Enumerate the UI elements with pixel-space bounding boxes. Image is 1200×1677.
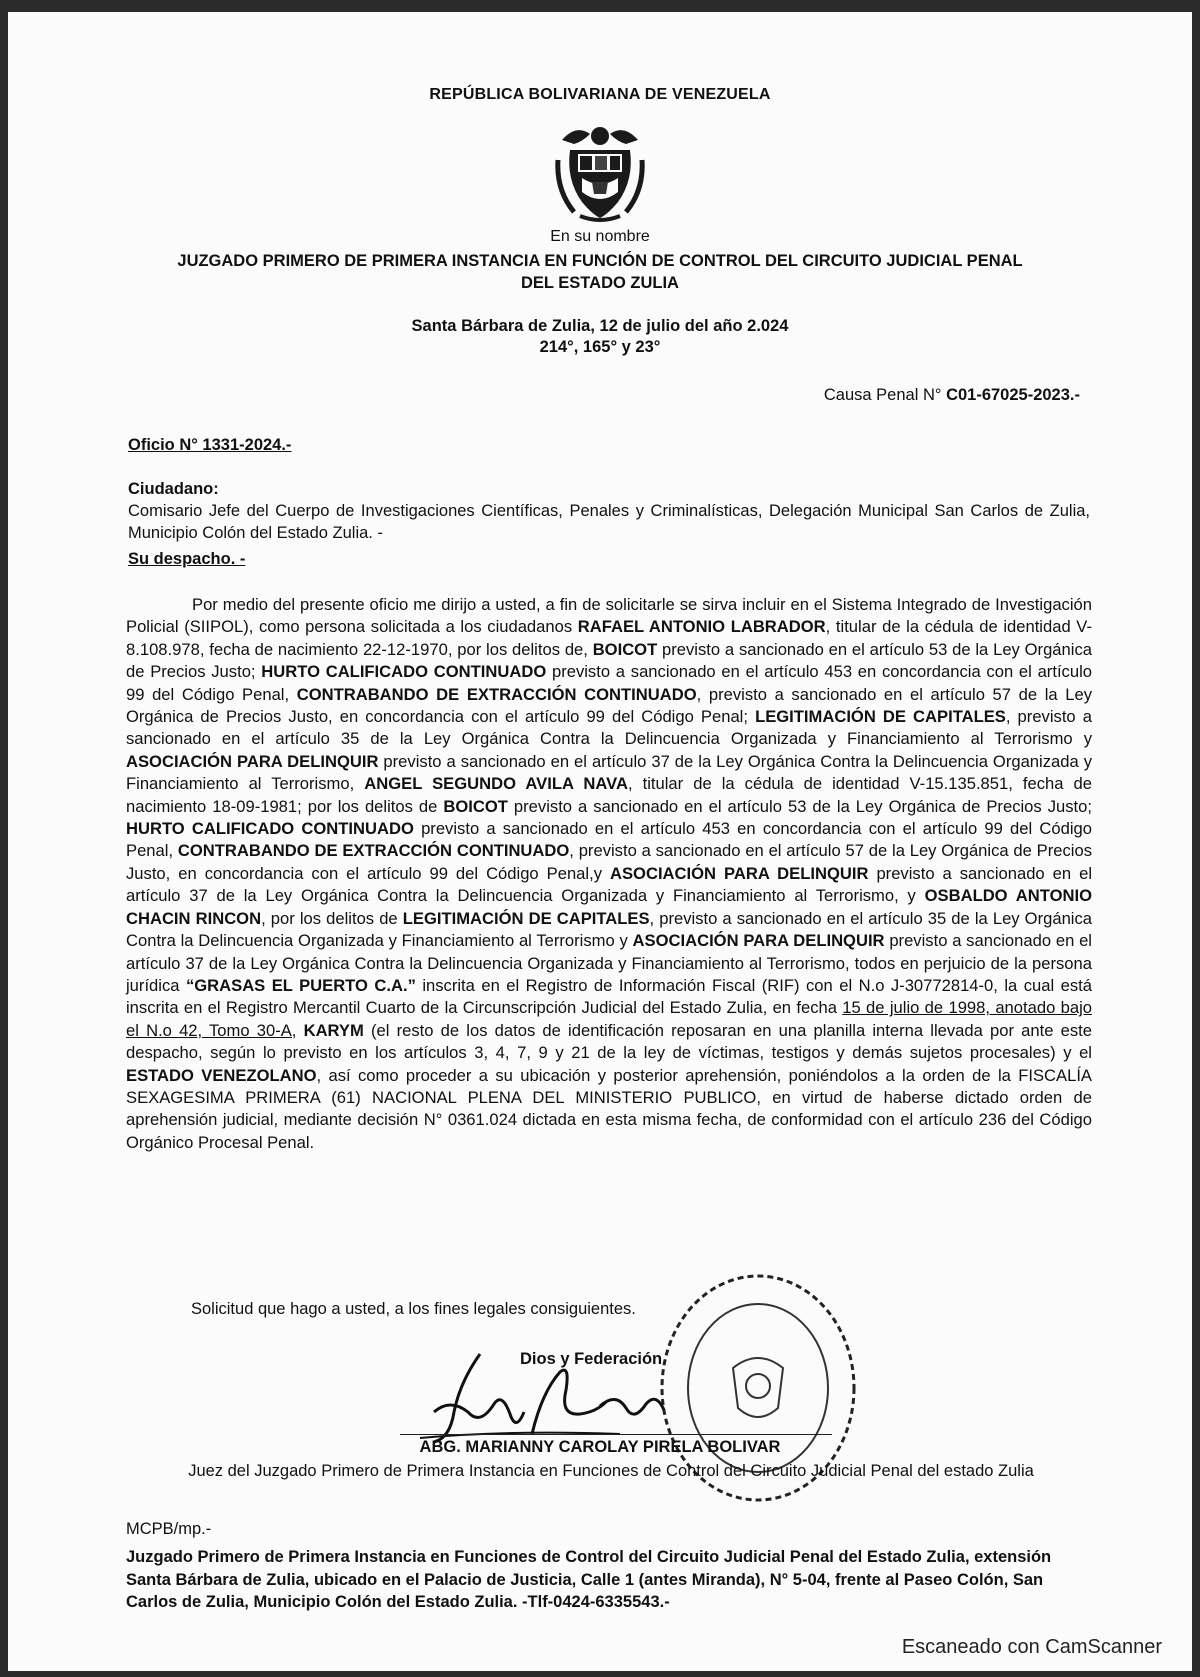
body-bold: LEGITIMACIÓN DE CAPITALES (755, 707, 1006, 727)
body-paragraph (126, 594, 1092, 1154)
body-text: previsto a sancionado en el artículo 37 de la Ley Orgánica Contra la Delincuencia Organizada y Financiamiento al Terrorismo, todos en perjuicio de la persona jurídica (126, 931, 1092, 995)
place-date: Santa Bárbara de Zulia, 12 de julio del año 2.024 (411, 317, 789, 335)
camscanner-watermark: Escaneado con CamScanner (901, 1636, 1162, 1658)
body-bold: ANGEL SEGUNDO AVILA NAVA (364, 774, 628, 794)
body-bold: RAFAEL ANTONIO LABRADOR (577, 617, 826, 637)
body-bold: CONTRABANDO DE EXTRACCIÓN CONTINUADO (296, 684, 697, 704)
body-bold: ESTADO VENEZOLANO (126, 1065, 317, 1085)
body-bold: BOICOT (592, 639, 658, 659)
causa-label: Causa Penal N° (823, 386, 942, 404)
document-page (8, 6, 1192, 1671)
body-underlined: 15 de julio de 1998, anotado bajo el N.o 42, Tomo 30-A, (126, 998, 1092, 1040)
body-bold: BOICOT (443, 796, 508, 816)
body-text: previsto a sancionado en el artículo 453 en concordancia con el artículo 99 del Código Penal, (126, 819, 1092, 861)
body-text: inscrita en el Registro de Información Fiscal (RIF) con el N.o J-30772814-0, la cual está inscrita en el Registro Mercantil Cuarto de la Circunscripción Judicial del Estado Zulia, en fecha (126, 975, 1093, 1018)
body-text: previsto a sancionado en el artículo 453 en concordancia con el artículo 99 del Código Penal, (126, 662, 1092, 704)
signer-name: ABG. MARIANNY CAROLAY PIRELA BOLIVAR (419, 1438, 781, 1456)
body-text: Por medio del presente oficio me dirijo a usted, a fin de solicitarle se sirva incluir en el Sistema Integrado de Investigación Policial (SIIPOL), como persona solicitada a los ciudadanos (126, 595, 1092, 637)
body-text: , titular de la cédula de identidad V-15.135.851, fecha de nacimiento 18-09-1981; por los delitos de (126, 774, 1092, 816)
court-line-2: DEL ESTADO ZULIA (521, 274, 679, 292)
body-bold: OSBALDO ANTONIO CHACIN RINCON (126, 886, 1092, 928)
body-text: , titular de la cédula de identidad V-8.108.978, fecha de nacimiento 22-12-1970, por los delitos de, (126, 617, 1092, 659)
body-text: (el resto de los datos de identificación reposaran en una planilla interna llevada por ante este despacho, según lo previsto en los artículos 3, 4, 7, 9 y 21 de la ley de víctimas, testigos y demás sujetos procesales) y el (126, 1020, 1092, 1063)
body-text: previsto a sancionado en el artículo 53 de la Ley Orgánica de Precios Justo; (507, 796, 1092, 816)
body-bold: “GRASAS EL PUERTO C.A.” (185, 975, 416, 995)
body-bold: HURTO CALIFICADO CONTINUADO (261, 662, 547, 682)
causa-penal (824, 386, 1080, 405)
body-text: previsto a sancionado en el artículo 37 de la Ley Orgánica Contra la Delincuencia Organizada y Financiamiento al Terrorismo, (126, 751, 1092, 794)
body-bold: ASOCIACIÓN PARA DELINQUIR (126, 751, 379, 771)
footer-address: Juzgado Primero de Primera Instancia en Funciones de Control del Circuito Judicial Penal del Estado Zulia, extensión Santa Bárbara de Zulia, ubicado en el Palacio de Justicia, Calle 1 (antes Miranda), N° 5-04, frente al Paseo Colón, San Carlos de Zulia, Municipio Colón del Estado Zulia. -Tlf-0424-6335543.- (126, 1548, 1052, 1612)
court-name (8, 250, 1192, 294)
en-su-nombre: En su nombre (550, 228, 650, 245)
motto: Dios y Federación (520, 1350, 663, 1368)
body-bold: HURTO CALIFICADO CONTINUADO (126, 819, 414, 839)
court-line-1: JUZGADO PRIMERO DE PRIMERA INSTANCIA EN FUNCIÓN DE CONTROL DEL CIRCUITO JUDICIAL PENAL (177, 252, 1023, 270)
body-bold: ASOCIACIÓN PARA DELINQUIR (610, 863, 869, 883)
oficio-number: Oficio N° 1331-2024.- (128, 436, 292, 454)
body-text: , previsto a sancionado en el artículo 35 de la Ley Orgánica Contra la Delincuencia Organizada y Financiamiento al Terrorismo y (126, 707, 1092, 749)
salutation: Ciudadano: (128, 480, 219, 498)
su-despacho: Su despacho. - (128, 550, 246, 568)
initials: MCPB/mp.- (126, 1520, 212, 1538)
body-bold: CONTRABANDO DE EXTRACCIÓN CONTINUADO (177, 841, 570, 861)
body-text: previsto a sancionado en el artículo 53 de la Ley Orgánica de Precios Justo; (126, 639, 1092, 682)
signature-line (400, 1434, 832, 1435)
scan-edge (8, 6, 1192, 12)
closing-line: Solicitud que hago a usted, a los fines legales consiguientes. (191, 1300, 636, 1318)
signer-role: Juez del Juzgado Primero de Primera Instancia en Funciones de Control del Circuito Judicial Penal del estado Zulia (188, 1462, 1034, 1480)
body-text: , así como proceder a su ubicación y posterior aprehensión, poniéndolos a la orden de la FISCALÍA SEXAGESIMA PRIMERA (61) NACIONAL PLENA DEL MINISTERIO PUBLICO, en virtud de haberse dictado orden de aprehensión judicial, mediante decisión N° 0361.024 dictada en esta misma fecha, de conformidad con el artículo 236 del Código Orgánico Procesal Penal. (126, 1065, 1092, 1152)
coat-of-arms-icon (552, 120, 648, 224)
body-text: previsto a sancionado en el artículo 37 de la Ley Orgánica Contra la Delincuencia Organizada y Financiamiento al Terrorismo, y (126, 863, 1093, 906)
signature-icon (420, 1342, 700, 1452)
years: 214°, 165° y 23° (539, 338, 661, 356)
republic-heading: REPÚBLICA BOLIVARIANA DE VENEZUELA (429, 86, 771, 103)
body-text: , previsto a sancionado en el artículo 35 de la Ley Orgánica Contra la Delincuencia Organizada y Financiamiento al Terrorismo y (126, 908, 1093, 951)
place-date-block (8, 316, 1192, 358)
body-bold: ASOCIACIÓN PARA DELINQUIR (632, 931, 885, 951)
causa-number: C01-67025-2023.- (946, 386, 1080, 404)
body-text: , previsto a sancionado en el artículo 57 de la Ley Orgánica de Precios Justo, en concordancia con el artículo 99 del Código Penal; (126, 684, 1092, 727)
body-bold: KARYM (296, 1020, 364, 1040)
recipient-text: Comisario Jefe del Cuerpo de Investigaciones Científicas, Penales y Criminalísticas, Delegación Municipal San Carlos de Zulia, Municipio Colón del Estado Zulia. - (128, 502, 1090, 542)
body-bold: LEGITIMACIÓN DE CAPITALES (402, 908, 650, 928)
body-text: , por los delitos de (261, 908, 403, 928)
body-text: , previsto a sancionado en el artículo 57 de la Ley Orgánica de Precios Justo, en concordancia con el artículo 99 del Código Penal,y (126, 841, 1092, 883)
